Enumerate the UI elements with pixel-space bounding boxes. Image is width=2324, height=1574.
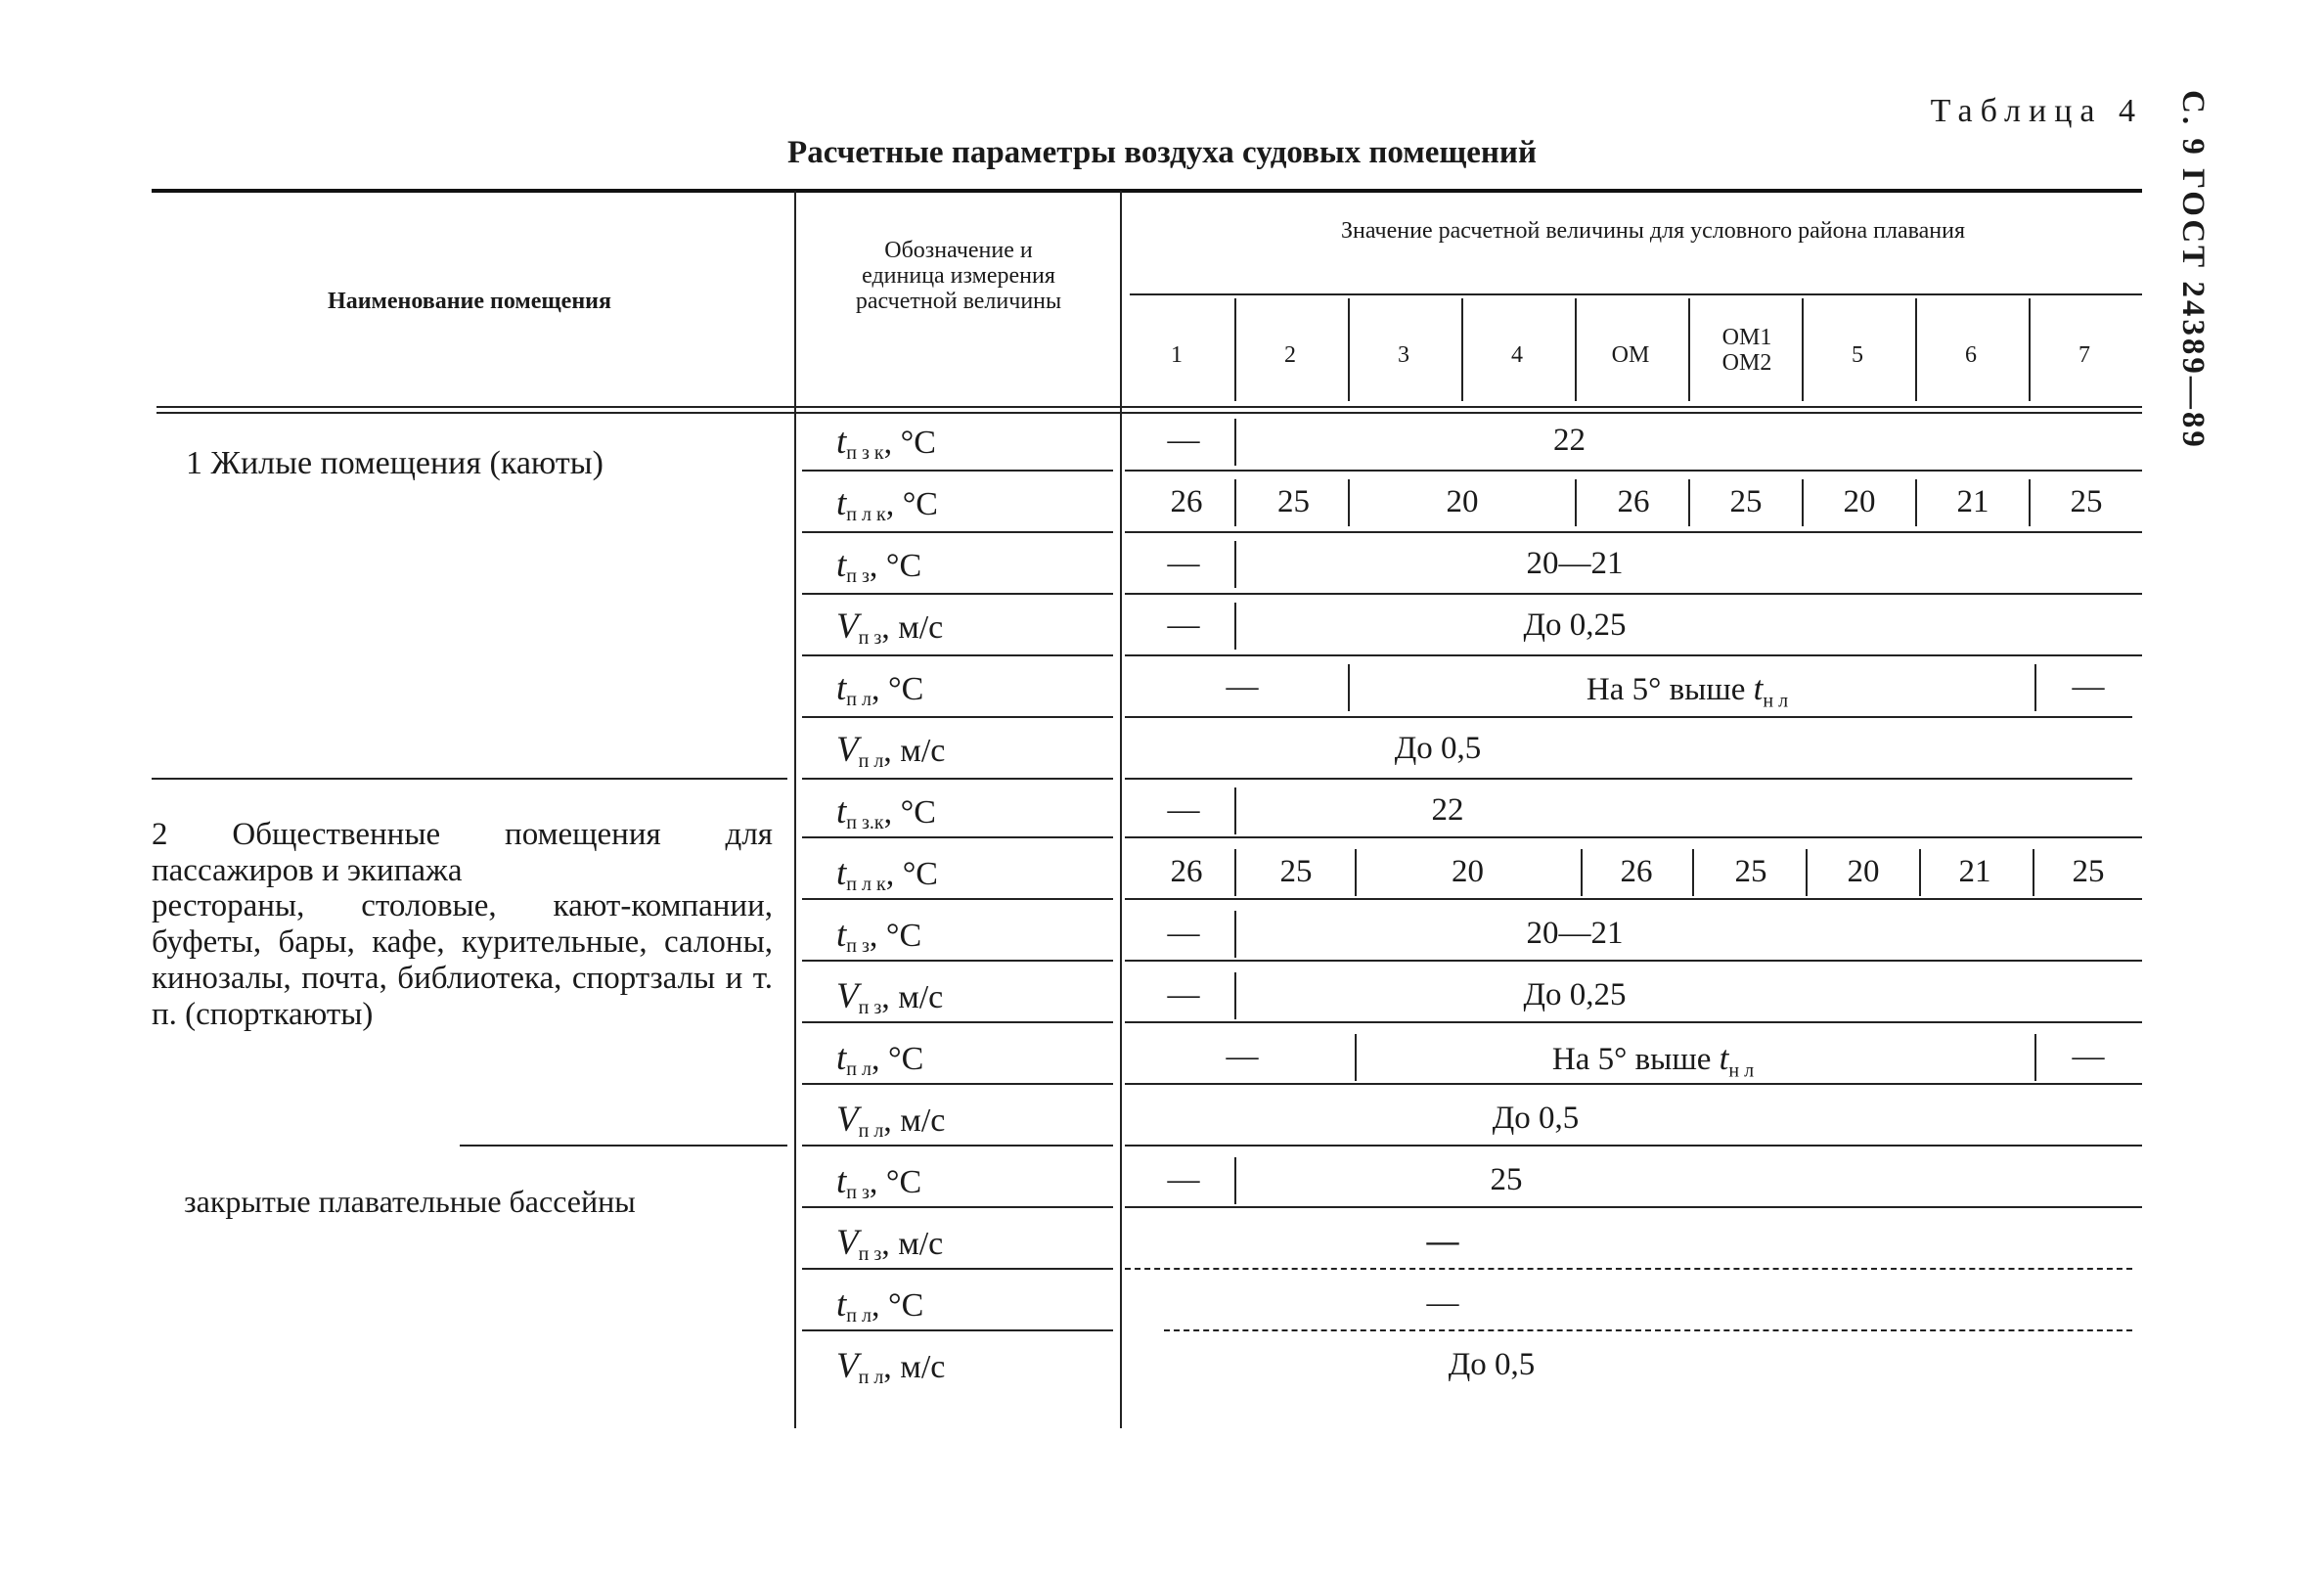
cell: — [1167, 977, 1200, 1012]
region-sep [1575, 298, 1577, 401]
designation: $V_{п л}$, м/с [836, 730, 946, 772]
cell: 22 [1431, 792, 1464, 828]
header-room-name: Наименование помещения [328, 289, 611, 314]
cell: — [1226, 1039, 1259, 1074]
cell: 22 [1553, 423, 1586, 458]
row-rule [802, 593, 1113, 595]
cell-sep [1234, 849, 1236, 896]
cell: На 5° выше $t_{н л}$ [1551, 1039, 1755, 1082]
header-designation: Обозначение и единица измерения расчетной величины [855, 238, 1062, 314]
cell-sep [1919, 849, 1921, 896]
region-3: 3 [1398, 342, 1409, 368]
row-rule [1125, 1083, 2142, 1085]
cell: До 0,5 [1492, 1101, 1580, 1136]
cell-sep [1575, 479, 1577, 526]
cell: 20—21 [1526, 546, 1624, 581]
cell: До 0,5 [1394, 731, 1482, 766]
cell: — [1167, 916, 1200, 951]
cell: 26 [1617, 484, 1650, 519]
designation: $t_{п з}$, °С [836, 915, 922, 957]
designation: $V_{п л}$, м/с [836, 1346, 946, 1388]
designation: $t_{п л к}$, °С [836, 483, 938, 525]
row-rule [1125, 960, 2142, 962]
row-rule [1125, 1268, 2132, 1270]
cell-sep [1806, 849, 1808, 896]
cell: 25 [1279, 854, 1313, 889]
designation: $t_{п л}$, °С [836, 668, 924, 710]
cell: — [1167, 1162, 1200, 1197]
cell-sep [2033, 849, 2034, 896]
row-rule [1125, 1145, 2142, 1147]
cell-sep [1355, 849, 1357, 896]
row-rule [1125, 898, 2142, 900]
region-sep [1461, 298, 1463, 401]
row-rule [802, 654, 1113, 656]
row-rule [802, 1083, 1113, 1085]
region-5: 5 [1852, 342, 1863, 368]
header-bottom-rule [156, 406, 2142, 408]
group-3-name: закрытые плавательные бассейны [184, 1184, 636, 1219]
region-2: 2 [1284, 342, 1296, 368]
designation: $t_{п з к}$, °С [836, 422, 936, 464]
cell: 25 [1734, 854, 1767, 889]
region-4: 4 [1511, 342, 1523, 368]
cell: — [1426, 1224, 1459, 1259]
row-rule [802, 778, 1113, 780]
row-rule [1125, 716, 2132, 718]
region-sep [2029, 298, 2031, 401]
group-2-name: 2 Общественные помещения для пассажиров и экипажа [152, 817, 773, 888]
region-7: 7 [2078, 342, 2090, 368]
cell-sep [2029, 479, 2031, 526]
header-bottom-rule-2 [156, 412, 2142, 414]
designation: $t_{п з}$, °С [836, 1161, 922, 1203]
row-rule [802, 1268, 1113, 1270]
cell: До 0,25 [1523, 977, 1627, 1012]
designation: $V_{п з}$, м/с [836, 1223, 944, 1265]
region-om1-om2: ОМ1 ОМ2 [1721, 325, 1772, 376]
cell: 20 [1446, 484, 1479, 519]
cell: — [1426, 1285, 1459, 1321]
designation: $t_{п л}$, °С [836, 1038, 924, 1080]
cell: 25 [1729, 484, 1763, 519]
cell: 26 [1170, 484, 1203, 519]
cell: 26 [1170, 854, 1203, 889]
row-rule [802, 1206, 1113, 1208]
group-rule [152, 778, 787, 780]
designation: $t_{п л}$, °С [836, 1284, 924, 1327]
header-value: Значение расчетной величины для условного района плавания [1340, 218, 1966, 244]
cell-sep [1348, 664, 1350, 711]
row-rule [1125, 470, 2142, 472]
cell: — [1167, 423, 1200, 458]
row-rule [802, 1145, 1113, 1147]
cell: 20 [1847, 854, 1880, 889]
row-rule [802, 1021, 1113, 1023]
cell: 21 [1958, 854, 1991, 889]
region-sep [1348, 298, 1350, 401]
region-sep [1915, 298, 1917, 401]
cell: 26 [1620, 854, 1653, 889]
row-rule [802, 531, 1113, 533]
cell: — [1167, 546, 1200, 581]
cell-sep [1355, 1034, 1357, 1081]
designation: $t_{п з.к}$, °С [836, 791, 936, 833]
cell: 25 [1277, 484, 1310, 519]
row-rule [1125, 593, 2142, 595]
page-side-label: С. 9 ГОСТ 24389—89 [2175, 90, 2211, 450]
region-om: ОМ [1611, 342, 1650, 368]
row-rule [802, 470, 1113, 472]
col-divider-1 [794, 191, 796, 1428]
cell: 21 [1956, 484, 1989, 519]
cell: — [1226, 669, 1259, 704]
table-title: Расчетные параметры воздуха судовых помещений [787, 135, 1537, 170]
group-2-description: рестораны, столовые, кают-компании, буфеты, бары, кафе, курительные, салоны, кинозалы, почта, библиотека, спортзалы и т. п. (спорткаюты) [152, 888, 773, 1032]
region-header-rule [1130, 293, 2142, 295]
row-rule [802, 960, 1113, 962]
cell-sep [1234, 479, 1236, 526]
designation: $t_{п л к}$, °С [836, 853, 938, 895]
cell: — [1167, 607, 1200, 643]
row-rule [802, 898, 1113, 900]
cell-sep [1802, 479, 1804, 526]
designation: $t_{п з}$, °С [836, 545, 922, 587]
cell-sep [1692, 849, 1694, 896]
row-rule [802, 1329, 1113, 1331]
row-rule [1125, 1021, 2142, 1023]
row-rule [1125, 531, 2142, 533]
cell-sep [2034, 664, 2036, 711]
cell: 25 [2072, 854, 2105, 889]
cell: До 0,5 [1448, 1347, 1536, 1382]
region-1: 1 [1171, 342, 1183, 368]
cell: 25 [1490, 1162, 1523, 1197]
row-rule [1125, 1206, 2142, 1208]
region-sep [1234, 298, 1236, 401]
cell: 20 [1843, 484, 1876, 519]
designation: $V_{п л}$, м/с [836, 1100, 946, 1142]
cell: 20—21 [1526, 916, 1624, 951]
row-rule [1125, 836, 2142, 838]
cell: 25 [2070, 484, 2103, 519]
designation: $V_{п з}$, м/с [836, 976, 944, 1018]
region-sep [1688, 298, 1690, 401]
table-top-rule [152, 189, 2142, 193]
cell: На 5° выше $t_{н л}$ [1586, 669, 1789, 712]
region-6: 6 [1965, 342, 1977, 368]
row-rule [802, 836, 1113, 838]
group-rule [460, 1145, 787, 1147]
cell: До 0,25 [1523, 607, 1627, 643]
row-rule [802, 716, 1113, 718]
row-rule [1125, 778, 2132, 780]
cell: — [1167, 792, 1200, 828]
row-rule [1164, 1329, 2132, 1331]
table-number: Таблица 4 [1930, 93, 2143, 129]
cell-sep [2034, 1034, 2036, 1081]
group-1-name: 1 Жилые помещения (каюты) [186, 445, 603, 481]
designation: $V_{п з}$, м/с [836, 607, 944, 649]
cell: — [2072, 1039, 2105, 1074]
cell: 20 [1452, 854, 1484, 889]
region-sep [1802, 298, 1804, 401]
cell-sep [1915, 479, 1917, 526]
row-rule [1125, 654, 2142, 656]
cell: — [2072, 669, 2105, 704]
cell-sep [1688, 479, 1690, 526]
